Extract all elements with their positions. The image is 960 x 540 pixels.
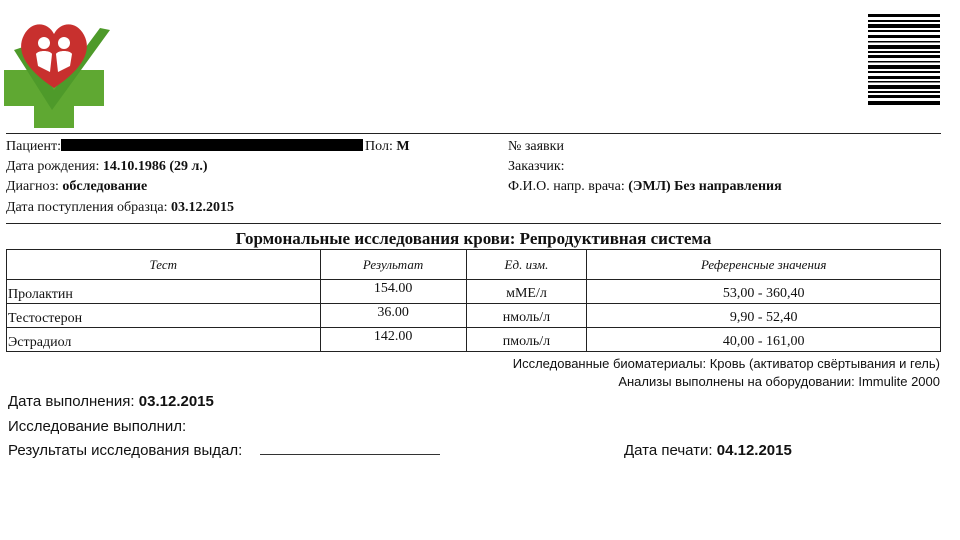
- test-reference: 53,00 - 360,40: [587, 280, 941, 304]
- issued-label: Результаты исследования выдал:: [8, 442, 243, 459]
- column-header-unit: Ед. изм.: [466, 250, 587, 280]
- report-title: Гормональные исследования крови: Репродуктивная система: [235, 229, 712, 248]
- print-date-line: [624, 442, 792, 460]
- test-name: Тестостерон: [7, 304, 321, 328]
- received-line: [6, 199, 234, 217]
- test-name: Пролактин: [7, 280, 321, 304]
- test-reference: 40,00 - 161,00: [587, 328, 941, 352]
- results-table: [6, 249, 941, 352]
- birth-value: 14.10.1986 (29 л.): [102, 159, 208, 174]
- title-divider: [6, 223, 941, 224]
- received-value: 03.12.2015: [170, 200, 234, 215]
- test-result: 142.00: [320, 328, 466, 352]
- diagnosis-value: обследование: [62, 179, 148, 194]
- issued-line: [8, 442, 440, 460]
- performed-label: Исследование выполнил:: [8, 418, 187, 435]
- test-unit: нмоль/л: [466, 304, 587, 328]
- biomaterials-note: Исследованные биоматериалы: Кровь (активатор свёртывания и гель): [512, 356, 940, 371]
- barcode: [868, 14, 940, 106]
- done-date-line: [8, 393, 214, 411]
- doctor-line: [508, 178, 782, 196]
- table-row: [7, 280, 941, 304]
- diagnosis-line: [6, 178, 147, 196]
- column-header-test: Тест: [7, 250, 321, 280]
- test-name: Эстрадиол: [7, 328, 321, 352]
- order-line: [508, 138, 564, 156]
- test-result: 36.00: [320, 304, 466, 328]
- test-reference: 9,90 - 52,40: [587, 304, 941, 328]
- column-header-result: Результат: [320, 250, 466, 280]
- birth-line: [6, 158, 208, 176]
- clinic-logo: [4, 10, 114, 132]
- received-label: Дата поступления образца:: [6, 200, 168, 215]
- performed-line: [8, 418, 186, 436]
- customer-label: Заказчик:: [508, 159, 565, 174]
- table-row: [7, 304, 941, 328]
- test-unit: пмоль/л: [466, 328, 587, 352]
- patient-line: [6, 138, 410, 156]
- redacted-name: [61, 139, 363, 151]
- done-date-value: 03.12.2015: [138, 393, 214, 410]
- print-date-label: Дата печати:: [624, 442, 713, 459]
- signature-line: [260, 443, 440, 455]
- doctor-value: (ЭМЛ) Без направления: [628, 179, 782, 194]
- patient-label: Пациент:: [6, 139, 62, 154]
- diagnosis-label: Диагноз:: [6, 179, 59, 194]
- birth-label: Дата рождения:: [6, 159, 100, 174]
- order-label: № заявки: [508, 139, 564, 154]
- table-header-row: [7, 250, 941, 280]
- header-divider: [6, 133, 941, 134]
- customer-line: [508, 158, 565, 176]
- table-row: [7, 328, 941, 352]
- done-date-label: Дата выполнения:: [8, 393, 135, 410]
- doctor-label: Ф.И.О. напр. врача:: [508, 179, 625, 194]
- test-unit: мМЕ/л: [466, 280, 587, 304]
- print-date-value: 04.12.2015: [716, 442, 792, 459]
- column-header-reference: Референсные значения: [587, 250, 941, 280]
- equipment-note: Анализы выполнены на оборудовании: Immulite 2000: [618, 374, 940, 389]
- sex-label: Пол:: [365, 139, 393, 154]
- sex-value: М: [396, 139, 410, 154]
- test-result: 154.00: [320, 280, 466, 304]
